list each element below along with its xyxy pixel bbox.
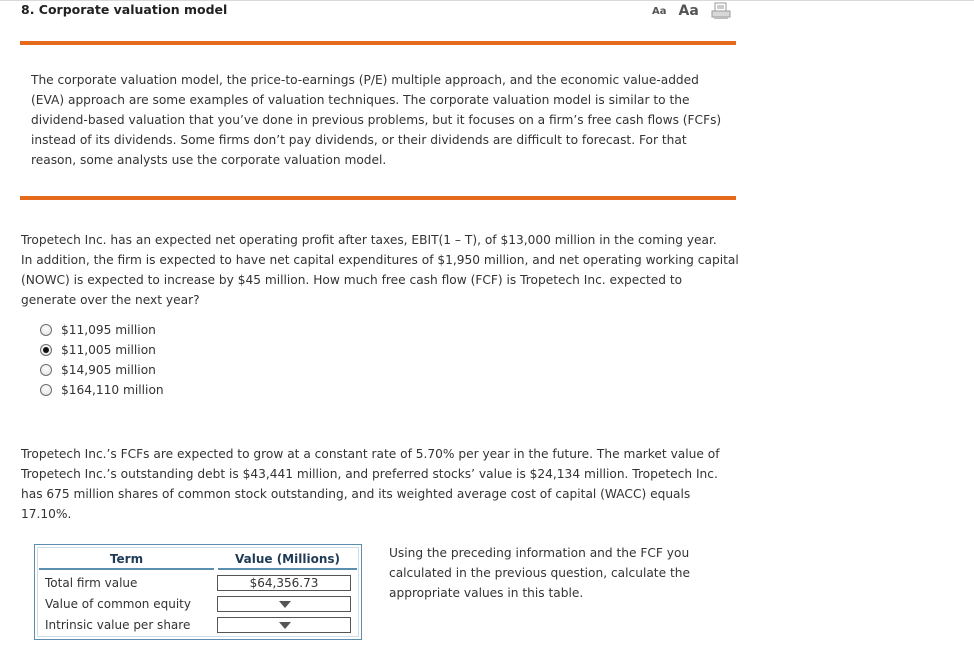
- intro-line: dividend-based valuation that you’ve done in previous problems, but it focuses on a firm’s free cash flows (FCFs): [31, 113, 722, 127]
- table-instructions: [389, 543, 709, 603]
- print-icon[interactable]: [711, 2, 731, 20]
- question1-text: [21, 230, 751, 310]
- instruction-line: calculated in the previous question, calculate the: [389, 566, 690, 580]
- answer-option-label: $164,110 million: [61, 383, 164, 397]
- intro-line: The corporate valuation model, the price-to-earnings (P/E) multiple approach, and the economic value-added: [31, 73, 699, 87]
- question2-line: 17.10%.: [21, 507, 72, 521]
- row-term: Total firm value: [45, 576, 138, 590]
- row-term: Intrinsic value per share: [45, 618, 191, 632]
- radio-button[interactable]: [40, 364, 52, 376]
- answer-option-label: $11,095 million: [61, 323, 156, 337]
- radio-button-selected[interactable]: [40, 344, 52, 356]
- common-equity-dropdown[interactable]: [217, 596, 351, 612]
- answer-option-3[interactable]: [40, 360, 164, 380]
- increase-font-button[interactable]: Aa: [678, 3, 699, 19]
- row-term: Value of common equity: [45, 597, 191, 611]
- question2-line: Tropetech Inc.’s outstanding debt is $43,441 million, and preferred stocks’ value is $24,134 million. Tropetech Inc.: [21, 467, 718, 481]
- chevron-down-icon: [279, 622, 291, 629]
- answer-option-label: $11,005 million: [61, 343, 156, 357]
- question1-line: generate over the next year?: [21, 293, 200, 307]
- header-value: Value (Millions): [218, 549, 357, 570]
- question2-line: Tropetech Inc.’s FCFs are expected to grow at a constant rate of 5.70% per year in the future. The market value of: [21, 447, 720, 461]
- table-header: [39, 549, 357, 570]
- header-term: Term: [39, 549, 214, 570]
- instruction-line: Using the preceding information and the FCF you: [389, 546, 690, 560]
- question1-line: In addition, the firm is expected to have net capital expenditures of $1,950 million, and net operating working capital: [21, 253, 739, 267]
- intro-line: reason, some analysts use the corporate valuation model.: [31, 153, 387, 167]
- answer-option-1[interactable]: [40, 320, 164, 340]
- intro-line: (EVA) approach are some examples of valuation techniques. The corporate valuation model is similar to the: [31, 93, 690, 107]
- instruction-line: appropriate values in this table.: [389, 586, 584, 600]
- fcf-answer-options: [40, 320, 164, 400]
- question2-line: has 675 million shares of common stock outstanding, and its weighted average cost of capital (WACC) equals: [21, 487, 691, 501]
- page-title: 8. Corporate valuation model: [21, 2, 228, 17]
- table-row-total-firm-value: [45, 574, 355, 592]
- answer-option-2[interactable]: [40, 340, 164, 360]
- answer-option-label: $14,905 million: [61, 363, 156, 377]
- intro-paragraph: [31, 70, 731, 170]
- section-divider-bottom: [20, 196, 736, 200]
- question1-line: Tropetech Inc. has an expected net operating profit after taxes, EBIT(1 – T), of $13,000 million in the coming year.: [21, 233, 717, 247]
- top-divider: [0, 0, 974, 1]
- intro-line: instead of its dividends. Some firms don’t pay dividends, or their dividends are difficult to forecast. For that: [31, 133, 687, 147]
- radio-button[interactable]: [40, 384, 52, 396]
- font-size-controls: [652, 2, 731, 20]
- question1-line: (NOWC) is expected to increase by $45 million. How much free cash flow (FCF) is Tropetech Inc. expected to: [21, 273, 683, 287]
- intrinsic-value-dropdown[interactable]: [217, 617, 351, 633]
- radio-button[interactable]: [40, 324, 52, 336]
- total-firm-value-field[interactable]: $64,356.73: [217, 575, 351, 591]
- answer-option-4[interactable]: [40, 380, 164, 400]
- table-row-intrinsic-value: [45, 616, 355, 634]
- chevron-down-icon: [279, 601, 291, 608]
- valuation-table: [34, 544, 362, 640]
- table-row-common-equity: [45, 595, 355, 613]
- question2-text: [21, 444, 751, 524]
- decrease-font-button[interactable]: Aa: [652, 5, 667, 17]
- section-divider-top: [20, 41, 736, 45]
